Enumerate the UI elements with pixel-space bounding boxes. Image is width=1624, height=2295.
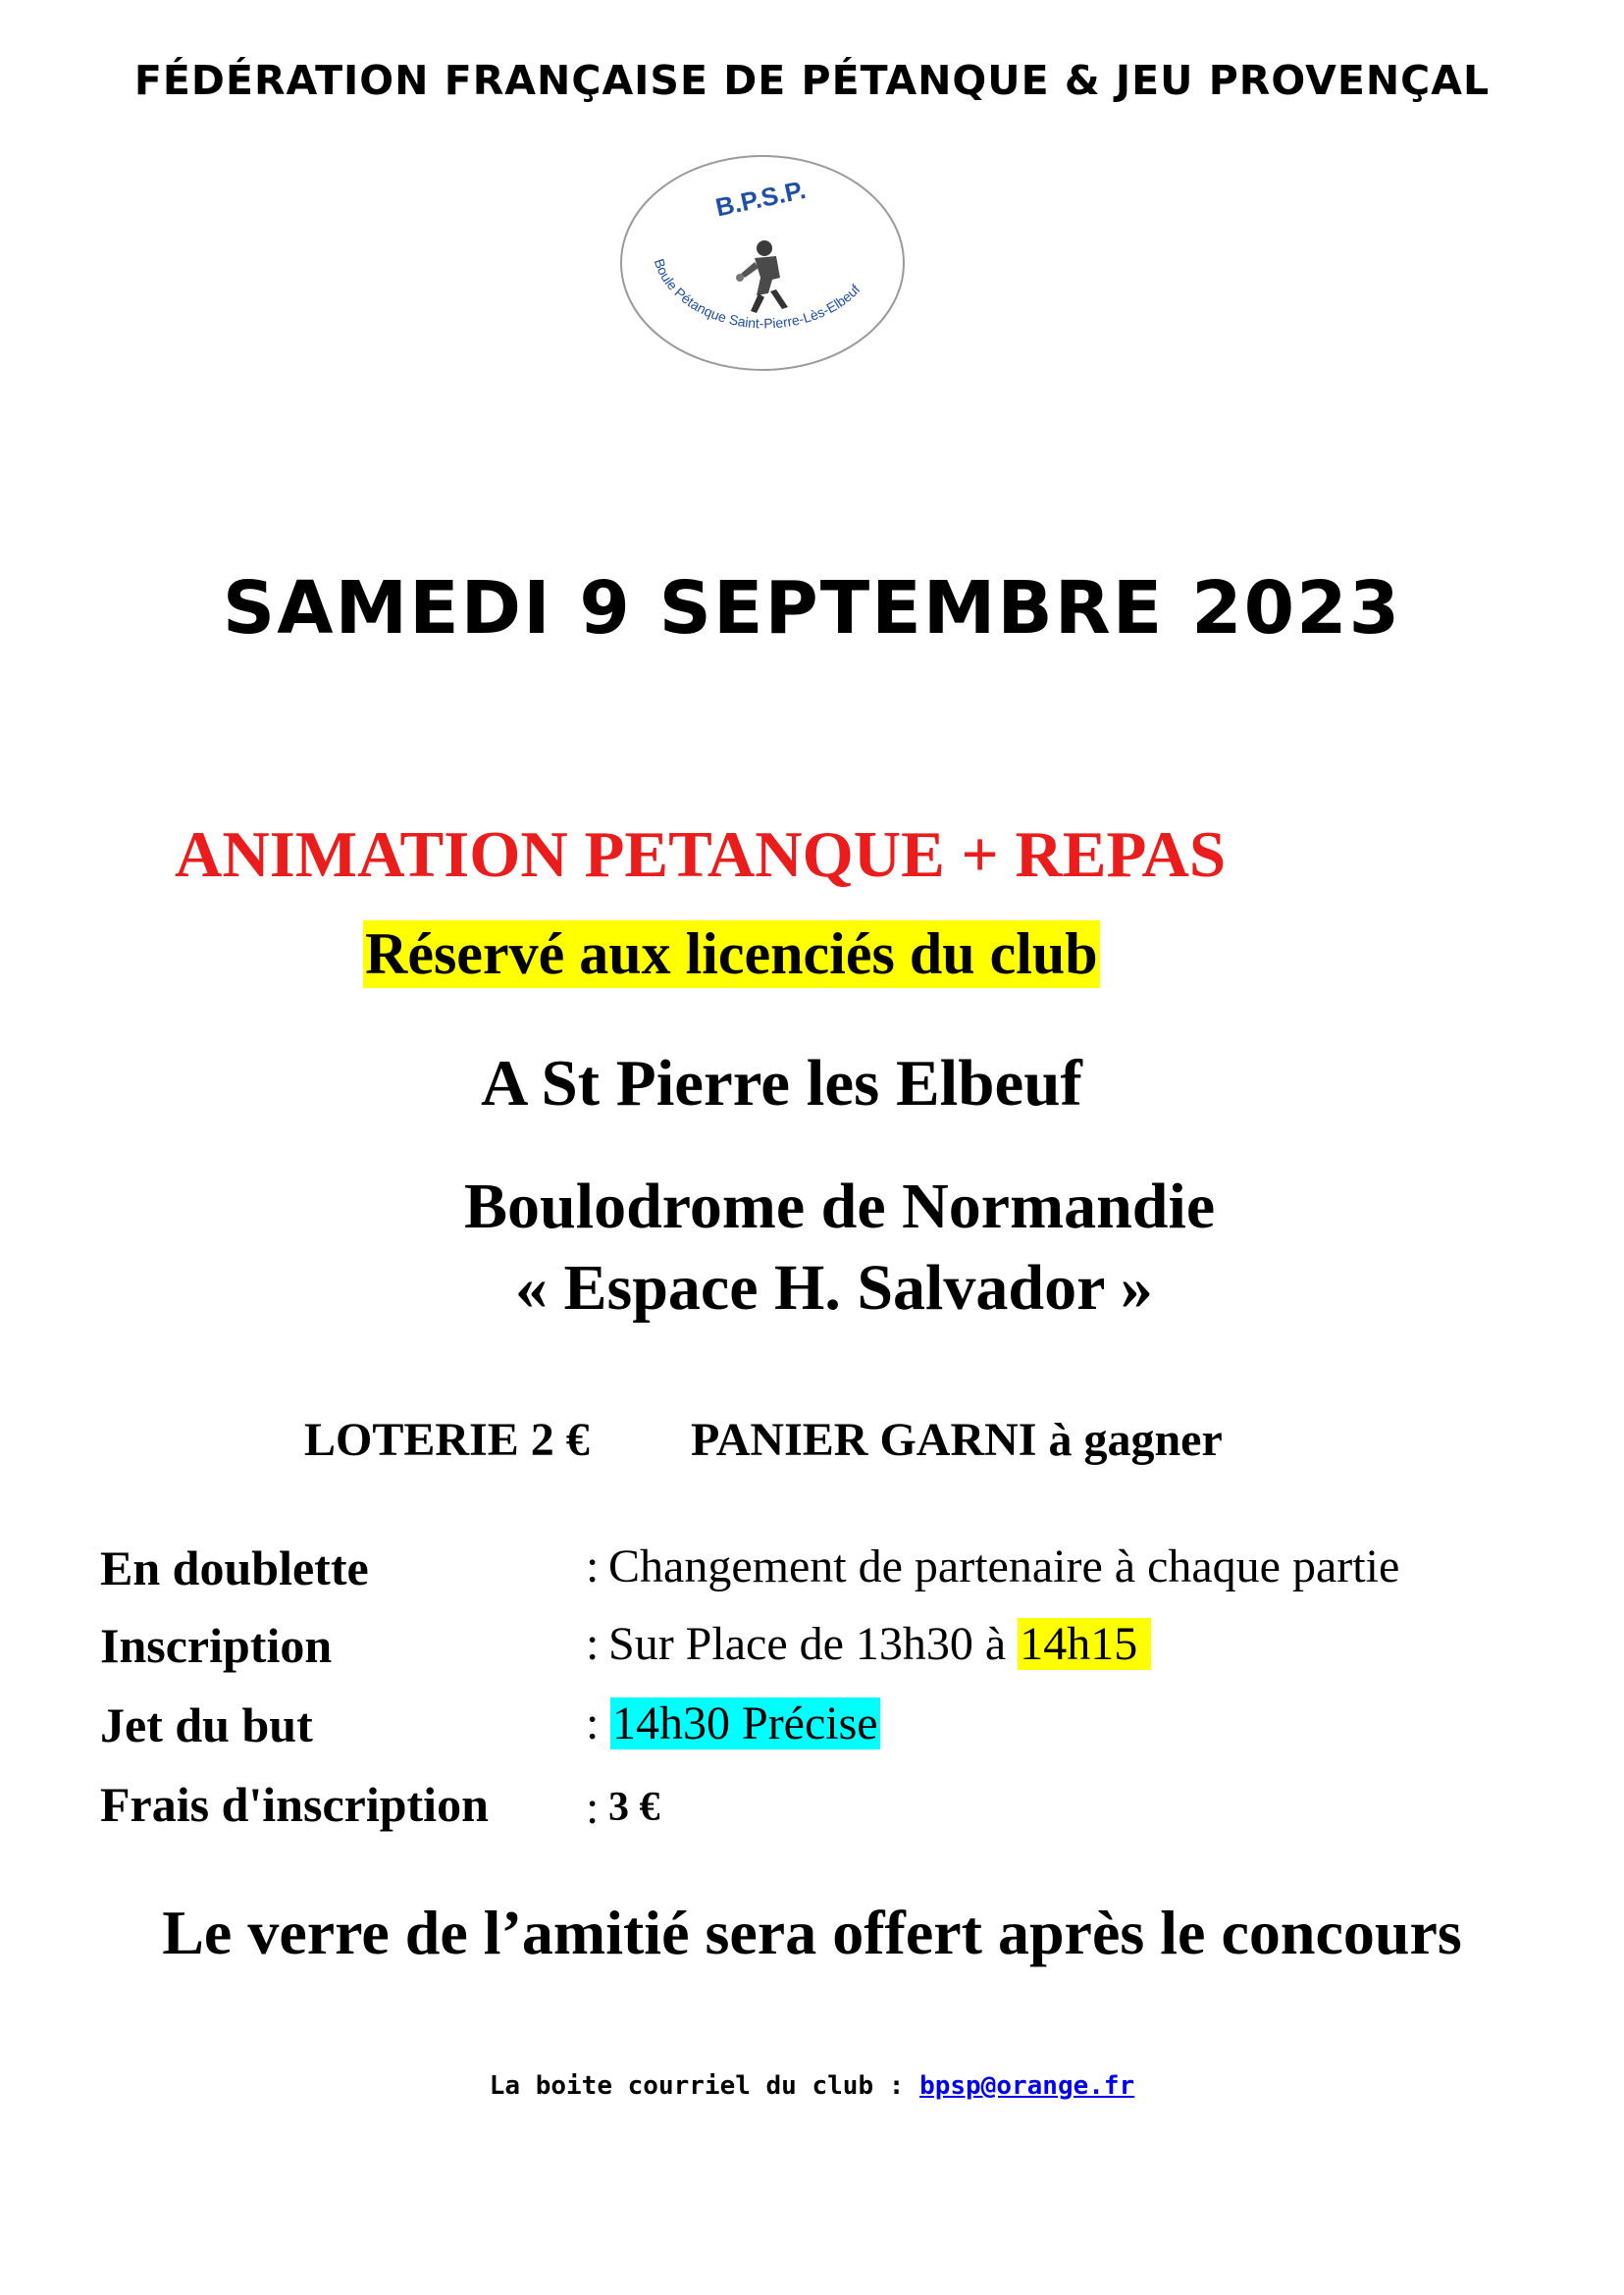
footer-contact: [0, 2071, 1624, 2101]
logo-club-name: Boule Pétanque Saint-Pierre-Lès-Elbeuf: [651, 256, 864, 332]
doublette-separator: :: [586, 1540, 600, 1592]
jet-du-but-label: Jet du but: [100, 1697, 313, 1752]
venue-name: Boulodrome de Normandie: [464, 1171, 1216, 1242]
venue-subtitle: « Espace H. Salvador »: [515, 1252, 1153, 1324]
logo-initials: B.P.S.P.: [712, 174, 809, 223]
inscription-time-range: Sur Place de 13h30 à: [608, 1618, 1019, 1670]
frais-label: Frais d'inscription: [100, 1777, 489, 1832]
lottery-price: LOTERIE 2 €: [304, 1414, 590, 1466]
jet-du-but-separator: :: [586, 1697, 600, 1749]
restriction-notice: Réservé aux licenciés du club: [365, 921, 1098, 986]
jet-du-but-value: [610, 1696, 880, 1750]
club-email-link[interactable]: bpsp@orange.fr: [919, 2071, 1135, 2101]
event-date: SAMEDI 9 SEPTEMBRE 2023: [222, 566, 1402, 651]
event-title: ANIMATION PETANQUE + REPAS: [175, 818, 1227, 891]
inscription-separator: :: [586, 1618, 600, 1670]
footer-label: La boite courriel du club :: [489, 2071, 920, 2101]
doublette-label: En doublette: [100, 1540, 369, 1595]
jet-du-but-time: 14h30 Précise: [612, 1697, 878, 1749]
lottery-prize: PANIER GARNI à gagner: [691, 1414, 1223, 1466]
inscription-end-time: 14h15: [1018, 1618, 1151, 1670]
event-location: A St Pierre les Elbeuf: [481, 1047, 1082, 1120]
frais-value: 3 €: [608, 1785, 660, 1830]
closing-message: Le verre de l’amitié sera offert après le concours: [162, 1898, 1462, 1967]
frais-separator: :: [586, 1782, 600, 1834]
inscription-label: Inscription: [100, 1618, 333, 1673]
club-logo: [619, 152, 906, 374]
inscription-value: [608, 1617, 1151, 1671]
doublette-value: Changement de partenaire à chaque partie: [608, 1540, 1400, 1592]
federation-title: FÉDÉRATION FRANÇAISE DE PÉTANQUE & JEU PROVENÇAL: [133, 57, 1491, 104]
